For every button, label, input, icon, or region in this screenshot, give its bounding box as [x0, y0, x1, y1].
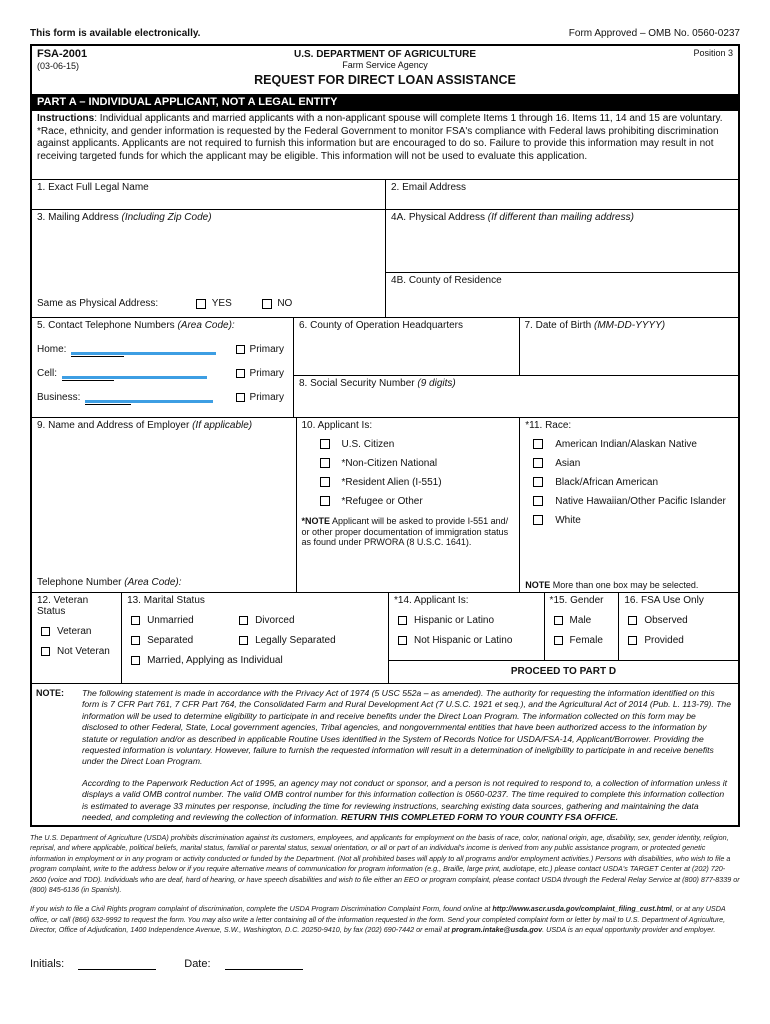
- item-13-marital-status-cell: [121, 593, 388, 683]
- option-separated: Separated: [147, 635, 194, 646]
- checkbox-race-white[interactable]: [533, 515, 543, 525]
- item-9-hint: (If applicable): [192, 420, 253, 431]
- proceed-to-part-d: PROCEED TO PART D: [389, 660, 738, 683]
- checkbox-race-asian[interactable]: [533, 458, 543, 468]
- checkbox-veteran[interactable]: [41, 627, 50, 636]
- checkbox-married-individual[interactable]: [131, 656, 140, 665]
- option-unmarried: Unmarried: [147, 615, 194, 626]
- row-items-5-8: [32, 317, 738, 417]
- form-number: FSA-2001: [37, 48, 88, 60]
- option-american-indian: American Indian/Alaskan Native: [555, 439, 697, 450]
- checkbox-hispanic[interactable]: [398, 616, 407, 625]
- checkbox-refugee-or-other[interactable]: [320, 496, 330, 506]
- item-16-fsa-use-cell: [618, 593, 738, 660]
- option-female: Female: [569, 635, 603, 646]
- checkbox-divorced[interactable]: [239, 616, 248, 625]
- checkbox-not-veteran[interactable]: [41, 647, 50, 656]
- agency-subname: Farm Service Agency: [342, 60, 428, 70]
- cell-phone-input[interactable]: [62, 367, 207, 379]
- instructions-block: [32, 111, 738, 179]
- item-11-note: NOTE More than one box may be selected.: [525, 580, 699, 590]
- checkbox-separated[interactable]: [131, 636, 140, 645]
- electronic-availability-note: This form is available electronically.: [30, 28, 201, 39]
- item-5-phones-cell: [32, 318, 293, 417]
- item-6-label: 6. County of Operation Headquarters: [299, 320, 463, 331]
- option-us-citizen: U.S. Citizen: [341, 439, 395, 450]
- item-4a-physical-address-cell[interactable]: [386, 210, 738, 272]
- checkbox-us-citizen[interactable]: [320, 439, 330, 449]
- item-16-label: 16. FSA Use Only: [624, 595, 704, 606]
- row-items-9-11: [32, 417, 738, 592]
- checkbox-race-american-indian[interactable]: [533, 439, 543, 449]
- row-items-12-16: [32, 592, 738, 683]
- option-native-hawaiian: Native Hawaiian/Other Pacific Islander: [555, 496, 726, 507]
- item-11-race-cell: [519, 418, 738, 592]
- checkbox-unmarried[interactable]: [131, 616, 140, 625]
- item-6-county-hq-cell[interactable]: [294, 318, 519, 375]
- checkbox-home-primary[interactable]: [236, 345, 245, 354]
- complaint-instructions: If you wish to file a Civil Rights program complaint of discrimination, complete the USDA Program Discrimination Complaint Form, found online at http://www.ascr.usda.gov/complaint_filing_cust.html, or at any USDA office, or call (866) 632-9992 to request the form. You may also write a letter containing all of the information requested in the form. Send your completed complaint form or letter by mail to U.S. Department of Agriculture, Director, Office of Adjudication, 1400 Independence Avenue, S.W., Washington, D.C. 20250-9410, by fax (202) 690-7442 or email at program.intake@usda.gov. USDA is an equal opportunity provider and employer.: [30, 904, 726, 935]
- option-male: Male: [569, 615, 592, 626]
- item-8-ssn-cell[interactable]: [294, 375, 738, 417]
- option-not-hispanic: Not Hispanic or Latino: [414, 635, 513, 646]
- item-7-dob-cell[interactable]: [519, 318, 739, 375]
- home-phone-input[interactable]: [71, 343, 216, 355]
- privacy-note-paragraph-2: According to the Paperwork Reduction Act of 1995, an agency may not conduct or sponsor, and a person is not required to respond to, a collection of information unless it displays a valid OMB control number. The valid OMB control number for this information collection is 0560-0237. The time required to complete this information collection is estimated to average 33 minutes per response, including the time for reviewing instructions, searching existing data sources, gathering and maintaining the data needed, and completing and reviewing the collection of information. RETURN THIS COMPLETED FORM TO YOUR COUNTY FSA OFFICE.: [82, 777, 728, 823]
- option-refugee-or-other: *Refugee or Other: [341, 496, 423, 507]
- item-12-veteran-status-cell: [32, 593, 121, 683]
- item-8-hint: (9 digits): [417, 378, 456, 389]
- checkbox-same-yes[interactable]: [196, 299, 206, 309]
- item-10-note-label: *NOTE: [301, 516, 331, 526]
- cell-primary-label: Primary: [249, 367, 284, 379]
- row-items-3-4: [32, 209, 738, 317]
- instructions-text: : Individual applicants and married applicants with a non-applicant spouse will complete Items 1 through 16. Items 11, 14 and 15 are voluntary. *Race, ethnicity, and gender information is requested by the Federal Government to monitor FSA's compliance with Federal laws prohibiting discrimination against applicants. Applicants are not required to furnish this information but are encouraged to do so. Failure to provide this information may result in not receiving targeted funds for which the applicant may be eligible. This information will not be used to evaluate this application.: [37, 113, 723, 162]
- items-6-7-8-column: [293, 318, 738, 417]
- option-married-individual: Married, Applying as Individual: [147, 655, 283, 666]
- item-5-hint: (Area Code):: [177, 320, 235, 331]
- home-phone-label: Home:: [37, 343, 67, 355]
- option-provided: Provided: [644, 635, 684, 646]
- cell-phone-underscore: [62, 380, 114, 382]
- item-4b-county-cell[interactable]: [386, 272, 738, 317]
- privacy-note-paragraph-1: The following statement is made in accordance with the Privacy Act of 1974 (5 USC 552a – as amended). The authority for requesting the information identified on this form is 7 CFR Part 761, 7 CFR Part 764, the Consolidated Farm and Rural Development Act (7 U.S.C. 1921 et seq.), and the Agricultural Act of 2014 (Pub. L. 113-79). The information will be used to determine eligibility to participate in and receive benefits under the Direct Loan Program. The information collected on this form may be disclosed to other Federal, State, Local government agencies, Tribal agencies, and nongovernmental entities that have been authorized access to the information by statute or regulation and/or as described in applicable Routine Uses identified in the System of Records Notice for USDA/FSA-14, Applicant/Borrower. Providing the requested information is voluntary. However, failure to furnish the requested information will result in a determination of ineligibility to participate in and receive benefits under the Direct Loan Program.: [82, 688, 731, 767]
- option-non-citizen-national: *Non-Citizen National: [341, 458, 438, 469]
- business-phone-label: Business:: [37, 391, 81, 403]
- item-4a-label: 4A. Physical Address: [391, 212, 485, 223]
- date-label: Date:: [184, 957, 211, 970]
- checkbox-race-native-hawaiian[interactable]: [533, 496, 543, 506]
- item-12-label: 12. Veteran Status: [37, 595, 89, 617]
- item-8-label: 8. Social Security Number: [299, 378, 415, 389]
- item-10-applicant-is-cell: [296, 418, 520, 592]
- checkbox-same-no[interactable]: [262, 299, 272, 309]
- same-as-physical-line: [37, 298, 380, 309]
- checkbox-legally-separated[interactable]: [239, 636, 248, 645]
- item-3-hint: (Including Zip Code): [121, 212, 212, 223]
- checkbox-female[interactable]: [554, 636, 563, 645]
- checkbox-resident-alien[interactable]: [320, 477, 330, 487]
- checkbox-male[interactable]: [554, 616, 563, 625]
- phone-line-home: [37, 343, 288, 355]
- initials-label: Initials:: [30, 957, 65, 970]
- item-4b-label: 4B. County of Residence: [391, 275, 502, 286]
- position-label: Position 3: [693, 48, 733, 58]
- option-hispanic: Hispanic or Latino: [414, 615, 495, 626]
- option-white: White: [555, 515, 581, 526]
- checkbox-observed[interactable]: [628, 616, 637, 625]
- instructions-label: Instructions: [37, 113, 95, 124]
- option-black: Black/African American: [555, 477, 659, 488]
- item-10-label: 10. Applicant Is:: [301, 420, 373, 431]
- business-primary-label: Primary: [249, 391, 284, 403]
- option-asian: Asian: [555, 458, 581, 469]
- business-phone-input[interactable]: [85, 391, 213, 403]
- item-14-label: *14. Applicant Is:: [394, 595, 469, 606]
- item-2-email-cell[interactable]: [385, 180, 738, 209]
- option-not-veteran: Not Veteran: [57, 646, 110, 657]
- omb-approval: Form Approved – OMB No. 0560-0237: [568, 28, 740, 39]
- option-observed: Observed: [644, 615, 688, 626]
- option-divorced: Divorced: [255, 615, 295, 626]
- privacy-act-note: [32, 683, 738, 825]
- item-9-phone-label: Telephone Number: [37, 577, 122, 588]
- item-1-legal-name-cell[interactable]: [32, 180, 385, 209]
- yes-label: YES: [211, 298, 232, 309]
- complaint-form-url: http://www.ascr.usda.gov/complaint_filing_cust.html: [492, 904, 672, 914]
- initials-date-line: [30, 958, 740, 970]
- option-resident-alien: *Resident Alien (I-551): [341, 477, 442, 488]
- form-revision-date: (03-06-15): [37, 61, 80, 71]
- nondiscrimination-statement: The U.S. Department of Agriculture (USDA) prohibits discrimination against its customers, employees, and applicants for employment on the basis of race, color, national origin, age, disability, sex, gender identity, religion, reprisal, and where applicable, political beliefs, marital status, familial or parental status, sexual orientation, or all or part of an individual's income is derived from any public assistance program, or protected genetic information in employment or in any program or activity conducted or funded by the Department. (Not all prohibited bases will apply to all programs and/or employment activities.) Persons with disabilities, who wish to file a program complaint, write to the address below or if you require alternative means of communication for program information (e.g., Braille, large print, audiotape, etc.) please contact USDA's TARGET Center at (202) 720-2600 (voice and TDD). Individuals who are deaf, hard of hearing, or have speech disabilities and wish to file either an EEO or program complaint, please contact USDA through the Federal Relay Service at (800) 877-8339 or (800) 845-6136 (in Spanish).: [30, 833, 740, 895]
- phone-line-business: [37, 391, 288, 403]
- item-3-mailing-address-cell[interactable]: [32, 210, 385, 317]
- checkbox-non-citizen-national[interactable]: [320, 458, 330, 468]
- form-box: [30, 44, 740, 827]
- option-legally-separated: Legally Separated: [255, 635, 336, 646]
- home-phone-underscore: [71, 356, 123, 358]
- no-label: NO: [277, 298, 293, 309]
- home-primary-label: Primary: [249, 343, 284, 355]
- checkbox-provided[interactable]: [628, 636, 637, 645]
- cell-phone-label: Cell:: [37, 367, 58, 379]
- phone-line-cell: [37, 367, 288, 379]
- form-title: REQUEST FOR DIRECT LOAN ASSISTANCE: [254, 73, 516, 87]
- item-14-ethnicity-cell: [389, 593, 544, 660]
- item-7-label: 7. Date of Birth: [524, 320, 592, 331]
- part-a-bar: PART A – INDIVIDUAL APPLICANT, NOT A LEGAL ENTITY: [32, 94, 738, 111]
- item-11-note-label: NOTE: [525, 580, 551, 590]
- complaint-email: program.intake@usda.gov: [451, 925, 543, 935]
- item-15-gender-cell: [544, 593, 619, 660]
- item-11-label: *11. Race:: [525, 420, 572, 431]
- return-form-notice: RETURN THIS COMPLETED FORM TO YOUR COUNTY FSA OFFICE.: [340, 812, 619, 823]
- item-9-phone-hint: (Area Code):: [124, 577, 182, 588]
- item-9-label: 9. Name and Address of Employer: [37, 420, 190, 431]
- row-items-1-2: [32, 179, 738, 209]
- item-3-label: 3. Mailing Address: [37, 212, 119, 223]
- item-1-label: 1. Exact Full Legal Name: [37, 182, 149, 193]
- item-13-label: 13. Marital Status: [127, 595, 205, 606]
- item-4-column: [385, 210, 738, 317]
- form-header: [32, 46, 738, 94]
- agency-name: U.S. DEPARTMENT OF AGRICULTURE: [293, 49, 477, 60]
- same-as-physical-label: Same as Physical Address:: [37, 298, 159, 309]
- item-15-label: *15. Gender: [549, 595, 604, 606]
- item-2-label: 2. Email Address: [391, 182, 467, 193]
- option-veteran: Veteran: [57, 626, 92, 637]
- checkbox-cell-primary[interactable]: [236, 369, 245, 378]
- item-4a-hint: (If different than mailing address): [487, 212, 634, 223]
- checkbox-not-hispanic[interactable]: [398, 636, 407, 645]
- item-5-label: 5. Contact Telephone Numbers: [37, 320, 175, 331]
- item-9-employer-cell[interactable]: [32, 418, 296, 592]
- top-meta-line: [30, 28, 740, 39]
- item-10-note: *NOTE Applicant will be asked to provide I-551 and/ or other proper documentation of immigration status as found under PRWORA (8 U.S.C. 1641).: [301, 516, 509, 547]
- checkbox-business-primary[interactable]: [236, 393, 245, 402]
- privacy-note-label: NOTE:: [36, 688, 64, 698]
- items-14-15-16-group: [388, 593, 738, 683]
- initials-input[interactable]: [78, 958, 156, 970]
- business-phone-underscore: [85, 404, 131, 406]
- item-7-hint: (MM-DD-YYYY): [593, 320, 666, 331]
- date-input[interactable]: [225, 958, 303, 970]
- checkbox-race-black[interactable]: [533, 477, 543, 487]
